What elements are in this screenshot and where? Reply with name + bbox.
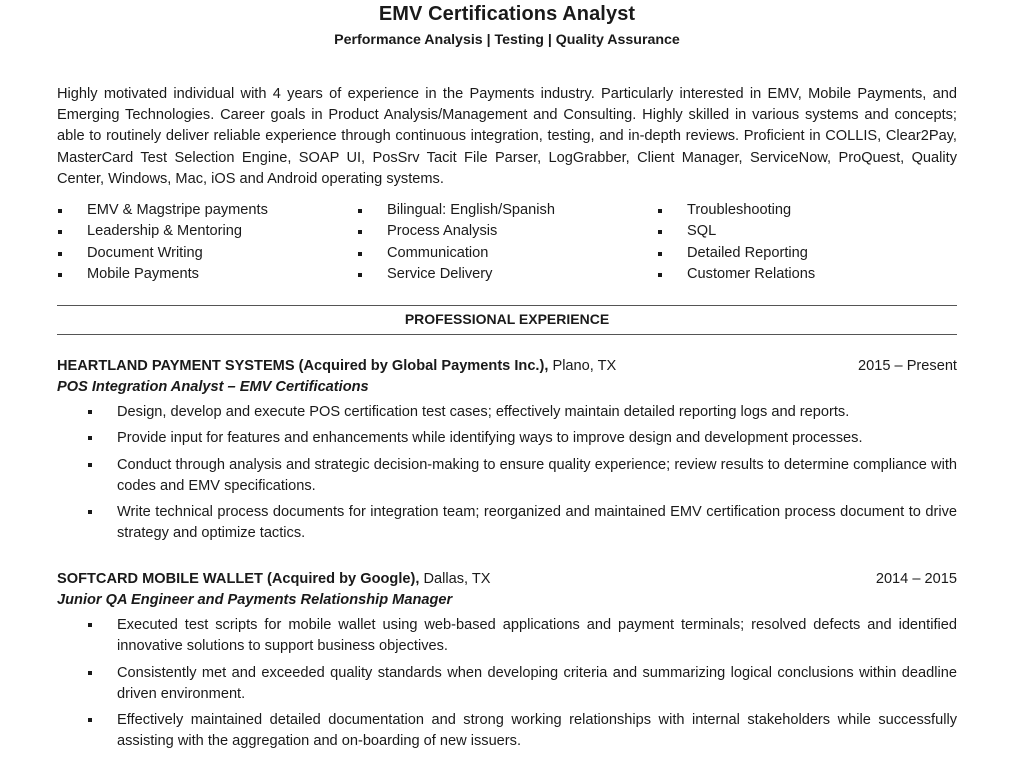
resume-subtitle: Performance Analysis | Testing | Quality Assurance xyxy=(334,32,680,48)
skill-label: Troubleshooting xyxy=(687,202,792,218)
bullet-square-icon xyxy=(88,718,92,722)
skill-item xyxy=(357,221,657,242)
job-bullet xyxy=(57,663,957,706)
bullet-square-icon xyxy=(658,230,662,234)
bullet-square-icon xyxy=(358,273,362,277)
skill-item xyxy=(57,200,357,221)
job-bullet xyxy=(57,455,957,498)
job-entry-softcard xyxy=(57,569,957,758)
bullet-square-icon xyxy=(88,436,92,440)
bullet-text: Effectively maintained detailed documentation and strong working relationships with internal stakeholders while successfully assisting with the aggregation and on-boarding of new issuers. xyxy=(117,712,957,750)
job-location: Plano, TX xyxy=(548,358,617,374)
bullet-square-icon xyxy=(88,510,92,514)
job-bullet xyxy=(57,502,957,545)
skill-item xyxy=(357,200,657,221)
bullet-text: Executed test scripts for mobile wallet using web-based applications and payment terminals; resolved defects and identified innovative solutions to support business objectives. xyxy=(117,617,957,655)
bullet-square-icon xyxy=(658,209,662,213)
skill-label: Document Writing xyxy=(87,244,203,261)
bullet-square-icon xyxy=(58,252,62,256)
job-bullet xyxy=(57,615,957,658)
bullet-square-icon xyxy=(658,273,662,277)
skills-column-2 xyxy=(357,200,657,285)
job-dates: 2014 – 2015 xyxy=(875,571,957,587)
section-divider-top xyxy=(57,305,957,306)
bullet-square-icon xyxy=(658,252,662,256)
skill-label: Service Delivery xyxy=(387,265,493,282)
bullet-square-icon xyxy=(88,623,92,627)
bullet-text: Conduct through analysis and strategic decision-making to ensure quality experience; review results to determine compliance with codes and EMV specifications. xyxy=(117,456,957,494)
skill-label: Process Analysis xyxy=(387,223,498,240)
skill-item xyxy=(657,200,957,221)
job-location: Dallas, TX xyxy=(419,571,491,587)
skill-label: Leadership & Mentoring xyxy=(87,223,242,240)
job-bullet xyxy=(57,710,957,753)
skill-item xyxy=(357,264,657,285)
job-role: Junior QA Engineer and Payments Relationship Manager xyxy=(57,592,453,608)
skill-item xyxy=(657,221,957,242)
job-dates: 2015 – Present xyxy=(858,358,957,374)
resume-title: EMV Certifications Analyst xyxy=(378,3,636,25)
bullet-text: Write technical process documents for integration team; reorganized and maintained EMV certification process document to drive strategy and optimize tactics. xyxy=(117,504,957,542)
bullet-square-icon xyxy=(88,463,92,467)
section-heading-experience: PROFESSIONAL EXPERIENCE xyxy=(404,311,610,327)
skill-item xyxy=(57,264,357,285)
skill-item xyxy=(657,243,957,264)
bullet-text: Consistently met and exceeded quality standards when developing criteria and summarizing logical conclusions within deadline driven environment. xyxy=(117,664,957,702)
skill-label: EMV & Magstripe payments xyxy=(87,202,268,218)
bullet-text: Provide input for features and enhancements while identifying ways to improve design and development processes. xyxy=(117,430,863,447)
job-bullet xyxy=(57,428,957,449)
job-header xyxy=(57,569,957,590)
job-bullet xyxy=(57,402,957,423)
skill-label: Mobile Payments xyxy=(87,265,199,282)
job-header xyxy=(57,356,957,377)
skill-item xyxy=(657,264,957,285)
skill-item xyxy=(57,243,357,264)
skill-label: Customer Relations xyxy=(687,265,816,282)
company-name: SOFTCARD MOBILE WALLET (Acquired by Google), xyxy=(57,571,420,587)
bullet-text: Design, develop and execute POS certification test cases; effectively maintain detailed reporting logs and reports. xyxy=(117,404,850,420)
bullet-square-icon xyxy=(358,209,362,213)
skill-label: Detailed Reporting xyxy=(687,244,808,261)
skills-column-3 xyxy=(657,200,957,285)
bullet-square-icon xyxy=(358,230,362,234)
bullet-square-icon xyxy=(58,209,62,213)
bullet-square-icon xyxy=(58,273,62,277)
job-role: POS Integration Analyst – EMV Certifications xyxy=(57,379,369,395)
skill-item xyxy=(357,243,657,264)
skill-label: Communication xyxy=(387,244,489,261)
job-bullet-list xyxy=(57,402,957,545)
skills-column-1 xyxy=(57,200,357,285)
bullet-square-icon xyxy=(58,230,62,234)
professional-summary: Highly motivated individual with 4 years of experience in the Payments industry. Particularly interested in EMV, Mobile Payments, and Emerging Technologies. Career goals in Product Analysis/Management and Consulting. Highly skilled in various systems and concepts; able to routinely deliver reliable experience through continuous integration, testing, and in-depth reviews. Proficient in COLLIS, Clear2Pay, MasterCard Test Selection Engine, SOAP UI, PosSrv Tacit File Parser, LogGrabber, Client Manager, ServiceNow, ProQuest, Quality Center, Windows, Mac, iOS and Android operating systems. xyxy=(57,86,957,187)
skills-list xyxy=(57,200,957,288)
company-name: HEARTLAND PAYMENT SYSTEMS (Acquired by Global Payments Inc.), xyxy=(57,358,549,374)
job-bullet-list xyxy=(57,615,957,753)
job-entry-heartland xyxy=(57,356,957,550)
bullet-square-icon xyxy=(88,410,92,414)
section-divider-bottom xyxy=(57,334,957,335)
bullet-square-icon xyxy=(358,252,362,256)
skill-label: Bilingual: English/Spanish xyxy=(387,202,555,218)
bullet-square-icon xyxy=(88,671,92,675)
skill-label: SQL xyxy=(687,223,717,240)
skill-item xyxy=(57,221,357,242)
